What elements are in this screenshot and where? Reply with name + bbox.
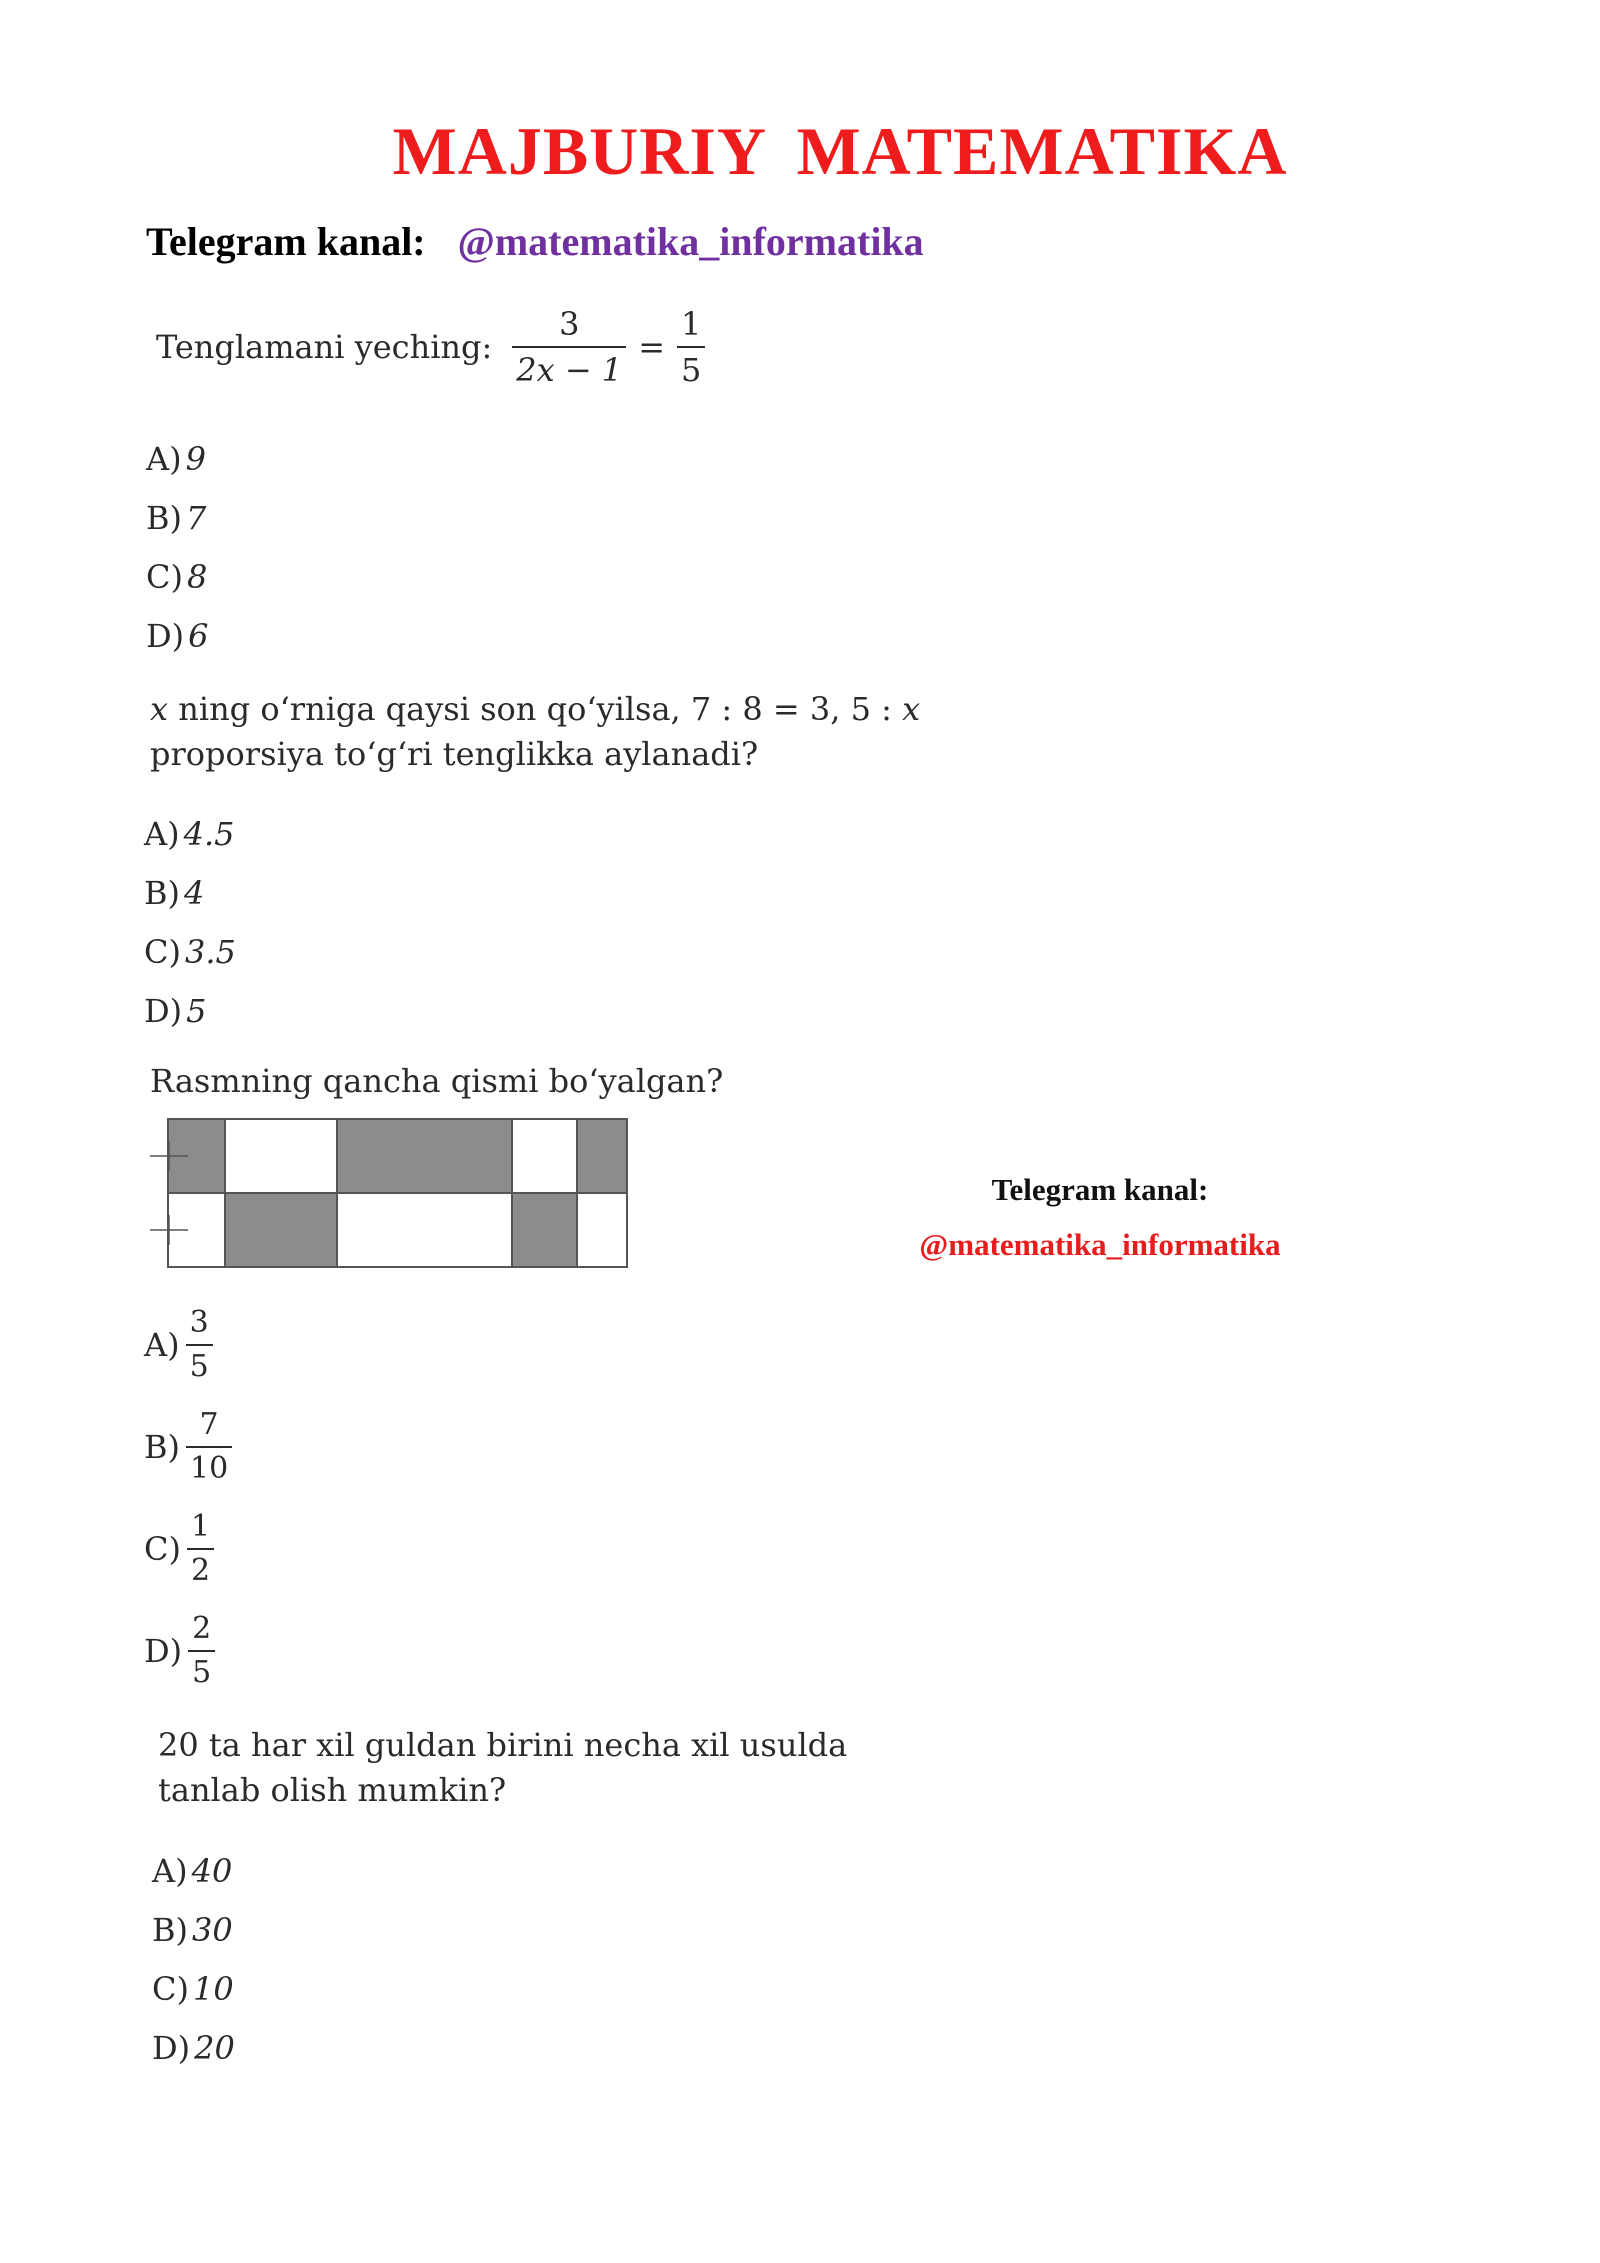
q1-option-d[interactable]: D) 6 <box>146 617 209 655</box>
q2-option-d[interactable]: D) 5 <box>144 992 207 1030</box>
question-3: Rasmning qancha qismi bo‘yalgan? <box>150 1062 724 1100</box>
q2-option-a[interactable]: A) 4.5 <box>144 815 235 853</box>
q4-option-a[interactable]: A) 40 <box>152 1852 233 1890</box>
figure-cell-bottom-4 <box>512 1193 577 1267</box>
side-telegram-label: Telegram kanal: <box>991 1172 1209 1207</box>
q3-option-a[interactable]: A) $\frac{3}{5}$ <box>144 1308 213 1382</box>
q2-option-b[interactable]: B) 4 <box>144 874 205 912</box>
q1-lhs-denominator: 2x − 1 <box>516 351 623 389</box>
shaded-rectangle-figure <box>148 1116 638 1276</box>
figure-cell-top-4 <box>512 1119 577 1193</box>
q1-equals: = <box>638 328 666 366</box>
q3-option-d[interactable]: D) $\frac{2}{5}$ <box>144 1614 215 1688</box>
q2-option-c[interactable]: C) 3.5 <box>144 933 236 971</box>
question-2-line-2: proporsiya to‘g‘ri tenglikka aylanadi? <box>150 735 759 773</box>
question-4-line-1: 20 ta har xil guldan birini necha xil usulda <box>158 1726 848 1764</box>
figure-cell-top-5 <box>577 1119 627 1193</box>
side-telegram-handle-link[interactable]: @matematika_informatika <box>919 1227 1281 1262</box>
q1-prompt: Tenglamani yeching: <box>156 328 493 366</box>
figure-cell-bottom-3 <box>337 1193 512 1267</box>
telegram-line <box>146 218 924 265</box>
figure-cell-top-2 <box>225 1119 337 1193</box>
q1-rhs-numerator: 1 <box>677 308 705 348</box>
question-4-line-2: tanlab olish mumkin? <box>158 1771 507 1809</box>
q4-option-d[interactable]: D) 20 <box>152 2029 235 2067</box>
q1-rhs-denominator: 5 <box>681 351 702 389</box>
figure-cell-bottom-5 <box>577 1193 627 1267</box>
q3-option-c[interactable]: C) $\frac{1}{2}$ <box>144 1512 214 1586</box>
q4-option-b[interactable]: B) 30 <box>152 1911 233 1949</box>
q4-option-c[interactable]: C) 10 <box>152 1970 234 2008</box>
figure-cell-bottom-2 <box>225 1193 337 1267</box>
q3-option-b[interactable]: B) $\frac{7}{10}$ <box>144 1410 232 1484</box>
q1-option-c[interactable]: C) 8 <box>146 558 208 596</box>
q1-option-b[interactable]: B) 7 <box>146 499 207 537</box>
telegram-label: Telegram kanal: <box>146 219 426 264</box>
q1-lhs-fraction <box>512 305 626 389</box>
q1-rhs-fraction <box>677 305 705 389</box>
question-2-line-1: x ning o‘rniga qaysi son qo‘yilsa, 7 : 8 = 3, 5 : x <box>150 690 921 728</box>
figure-cell-top-3 <box>337 1119 512 1193</box>
q1-option-a[interactable]: A) 9 <box>146 440 206 478</box>
question-1 <box>156 305 705 389</box>
page-title: MAJBURIY MATEMATIKA <box>392 113 1288 189</box>
q1-lhs-numerator: 3 <box>512 308 626 348</box>
telegram-handle-link[interactable]: @matematika_informatika <box>457 219 924 264</box>
